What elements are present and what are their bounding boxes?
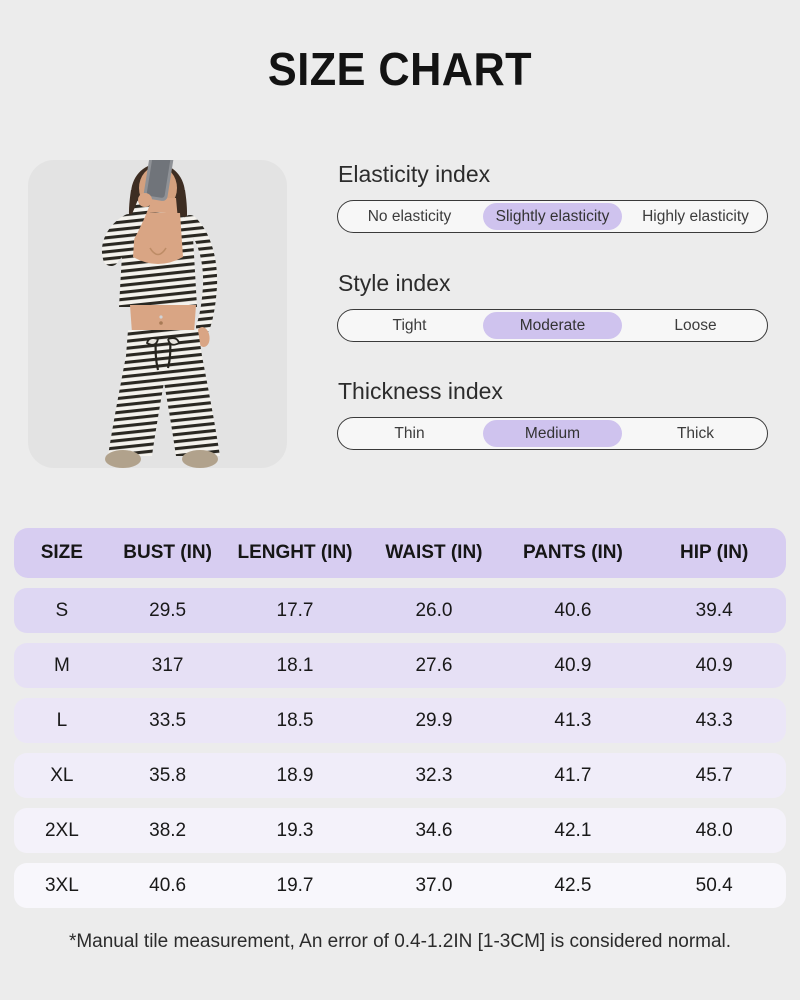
- size-cell: 2XL: [44, 819, 79, 841]
- elasticity-index-label: Elasticity index: [338, 161, 491, 187]
- value-cell: 38.2: [149, 819, 187, 841]
- table-row: [14, 698, 786, 743]
- elasticity-option-no: No elasticity: [367, 207, 452, 225]
- size-cell: 3XL: [44, 874, 79, 896]
- value-cell: 19.7: [276, 874, 314, 896]
- table-row: [14, 863, 786, 908]
- column-header-size: SIZE: [40, 542, 83, 563]
- value-cell: 32.3: [415, 764, 453, 786]
- value-cell: 35.8: [149, 764, 187, 786]
- elasticity-option-highly: Highly elasticity: [642, 207, 749, 225]
- table-body: [14, 588, 786, 908]
- value-cell: 45.7: [695, 764, 733, 786]
- value-cell: 18.1: [276, 654, 314, 676]
- size-cell: M: [53, 654, 70, 676]
- value-cell: 18.9: [276, 764, 314, 786]
- column-header-hip: HIP (IN): [680, 542, 749, 563]
- size-cell: L: [56, 709, 68, 731]
- value-cell: 43.3: [695, 709, 733, 731]
- style-option-tight: Tight: [392, 316, 427, 334]
- thickness-index-bar: [337, 417, 768, 450]
- column-header-waist: WAIST (IN): [385, 542, 483, 563]
- value-cell: 17.7: [276, 599, 314, 621]
- value-cell: 26.0: [415, 599, 453, 621]
- product-image: [28, 160, 287, 468]
- table-row: [14, 753, 786, 798]
- style-index-label: Style index: [338, 270, 451, 296]
- thickness-option-medium: Medium: [483, 420, 622, 447]
- value-cell: 29.5: [149, 599, 187, 621]
- table-row: [14, 643, 786, 688]
- value-cell: 40.9: [554, 654, 592, 676]
- value-cell: 40.9: [695, 654, 733, 676]
- value-cell: 317: [151, 654, 184, 676]
- style-index-bar: [337, 309, 768, 342]
- value-cell: 40.6: [149, 874, 187, 896]
- style-option-loose: Loose: [674, 316, 717, 334]
- elasticity-option-slightly: Slightly elasticity: [483, 203, 622, 230]
- value-cell: 29.9: [415, 709, 453, 731]
- thickness-option-thick: Thick: [676, 424, 715, 442]
- value-cell: 33.5: [149, 709, 187, 731]
- size-table: [14, 528, 786, 908]
- value-cell: 42.5: [554, 874, 592, 896]
- page-title: SIZE CHART: [267, 43, 533, 95]
- value-cell: 41.3: [554, 709, 592, 731]
- elasticity-index-group: [337, 161, 768, 233]
- measurement-footnote: *Manual tile measurement, An error of 0.4-1.2IN [1-3CM] is considered normal.: [68, 931, 732, 952]
- value-cell: 18.5: [276, 709, 314, 731]
- value-cell: 40.6: [554, 599, 592, 621]
- size-cell: S: [55, 599, 69, 621]
- table-row: [14, 808, 786, 853]
- value-cell: 41.7: [554, 764, 592, 786]
- elasticity-index-bar: [337, 200, 768, 233]
- table-row: [14, 588, 786, 633]
- size-cell: XL: [50, 764, 74, 786]
- table-header-row: [14, 528, 786, 578]
- column-header-length: LENGHT (IN): [237, 542, 353, 563]
- value-cell: 42.1: [554, 819, 592, 841]
- thickness-index-group: [337, 378, 768, 450]
- value-cell: 34.6: [415, 819, 453, 841]
- column-header-pants: PANTS (IN): [522, 542, 623, 563]
- value-cell: 19.3: [276, 819, 314, 841]
- style-index-group: [337, 270, 768, 342]
- thickness-option-thin: Thin: [394, 424, 425, 442]
- value-cell: 39.4: [695, 599, 733, 621]
- style-option-moderate: Moderate: [483, 312, 622, 339]
- value-cell: 27.6: [415, 654, 453, 676]
- column-header-bust: BUST (IN): [123, 542, 212, 563]
- value-cell: 48.0: [695, 819, 733, 841]
- thickness-index-label: Thickness index: [338, 378, 503, 404]
- value-cell: 37.0: [415, 874, 453, 896]
- value-cell: 50.4: [695, 874, 733, 896]
- product-photo-card: [28, 160, 287, 468]
